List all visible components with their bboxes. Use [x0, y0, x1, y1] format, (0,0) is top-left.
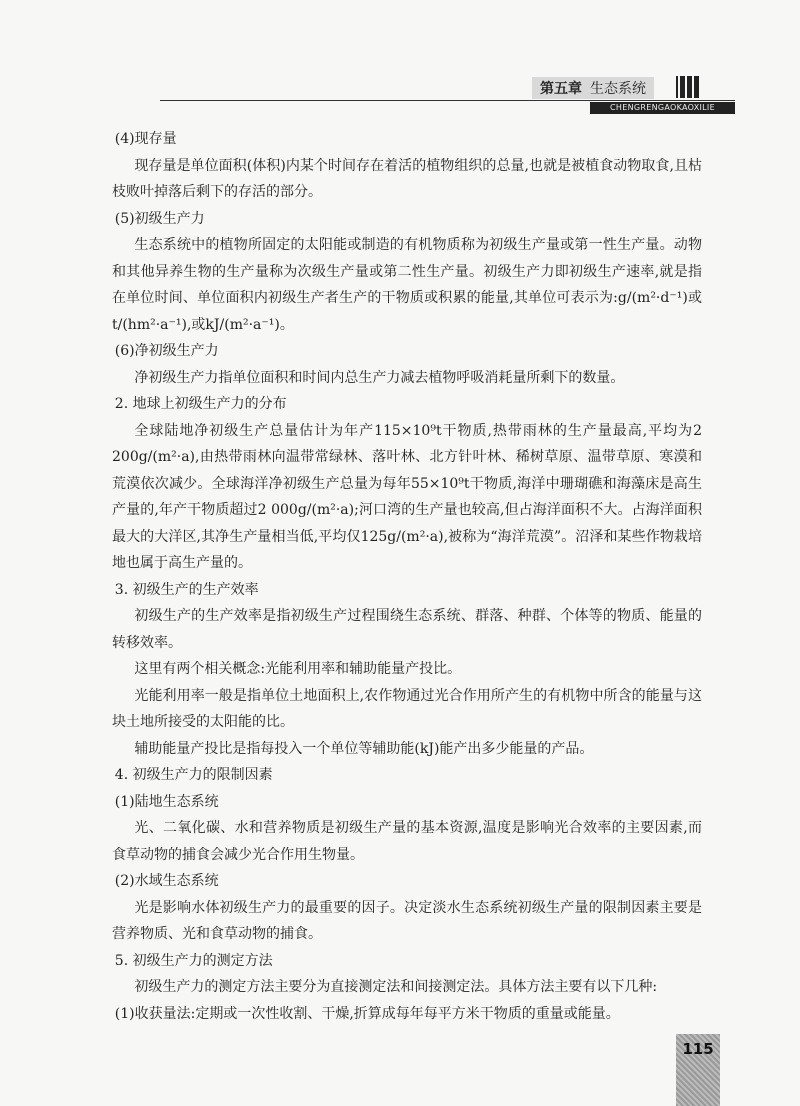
page-number: 115: [682, 1040, 714, 1058]
section-heading: (6)净初级生产力: [114, 343, 219, 359]
section-heading: 4. 初级生产力的限制因素: [114, 767, 273, 783]
section-heading: (5)初级生产力: [114, 210, 205, 227]
section-heading: 3. 初级生产的生产效率: [114, 581, 259, 598]
body-paragraph: 初级生产力的测定方法主要分为直接测定法和间接测定法。具体方法主要有以下几种:: [134, 979, 658, 995]
body-paragraph: 现存量是单位面积(体积)内某个时间存在着活的植物组织的总量,也就是被植食动物取食,且枯枝败叶掉落后剩下的存活的部分。: [112, 157, 702, 200]
body-paragraph: 光能利用率一般是指单位土地面积上,农作物通过光合作用所产生的有机物中所含的能量与这块土地所接受的太阳能的比。: [112, 687, 702, 730]
series-pinyin-banner: CHENGRENGAOKAOXILIE: [590, 102, 735, 114]
section-heading: 2. 地球上初级生产力的分布: [114, 396, 287, 412]
body-paragraph: 这里有两个相关概念:光能利用率和辅助能量产投比。: [134, 661, 462, 677]
chapter-header: [532, 77, 654, 99]
body-paragraph: 净初级生产力指单位面积和时间内总生产力减去植物呼吸消耗量所剩下的数量。: [134, 369, 625, 386]
header-decoration-bars: [676, 76, 699, 98]
chapter-number: 第五章: [540, 81, 582, 97]
section-heading: (2)水域生态系统: [114, 873, 219, 889]
page-body: [112, 126, 702, 1027]
section-heading: (4)现存量: [114, 131, 177, 147]
body-paragraph: 辅助能量产投比是指每投入一个单位等辅助能(kJ)能产出多少能量的产品。: [134, 740, 594, 757]
body-paragraph: 生态系统中的植物所固定的太阳能或制造的有机物质称为初级生产量或第一性生产量。动物和其他异养生物的生产量称为次级生产量或第二性生产量。初级生产力即初级生产速率,就是指在单位时间、单位面积内初级生产者生产的干物质或积累的能量,其单位可表示为:g/(m²·d⁻¹)或t/(hm²·a⁻¹),或kJ/(m²·a⁻¹)。: [112, 237, 702, 333]
body-paragraph: 全球陆地净初级生产总量估计为年产115×10⁹t干物质,热带雨林的生产量最高,平均为2 200g/(m²·a),由热带雨林向温带常绿林、落叶林、北方针叶林、稀树草原、温带草原、寒漠和荒漠依次减少。全球海洋净初级生产总量为每年55×10⁹t干物质,海洋中珊瑚礁和海藻床是高生产量的,年产干物质超过2 000g/(m²·a);河口湾的生产量也较高,但占海洋面积不大。占海洋面积最大的大洋区,其净生产量相当低,平均仅125g/(m²·a),被称为“海洋荒漠”。沼泽和某些作物栽培地也属于高生产量的。: [112, 422, 702, 571]
section-heading: 5. 初级生产力的测定方法: [114, 952, 273, 969]
chapter-title: 生态系统: [590, 81, 646, 97]
body-paragraph: 光、二氧化碳、水和营养物质是初级生产量的基本资源,温度是影响光合效率的主要因素,而食草动物的捕食会减少光合作用生物量。: [112, 820, 702, 863]
body-paragraph: 光是影响水体初级生产力的最重要的因子。决定淡水生态系统初级生产量的限制因素主要是营养物质、光和食草动物的捕食。: [112, 899, 702, 942]
section-heading: (1)陆地生态系统: [114, 793, 219, 810]
header-rule: [160, 100, 735, 101]
section-heading: (1)收获量法:定期或一次性收割、干燥,折算成每年每平方米干物质的重量或能量。: [114, 1005, 620, 1022]
body-paragraph: 初级生产的生产效率是指初级生产过程围绕生态系统、群落、种群、个体等的物质、能量的转移效率。: [112, 608, 702, 651]
